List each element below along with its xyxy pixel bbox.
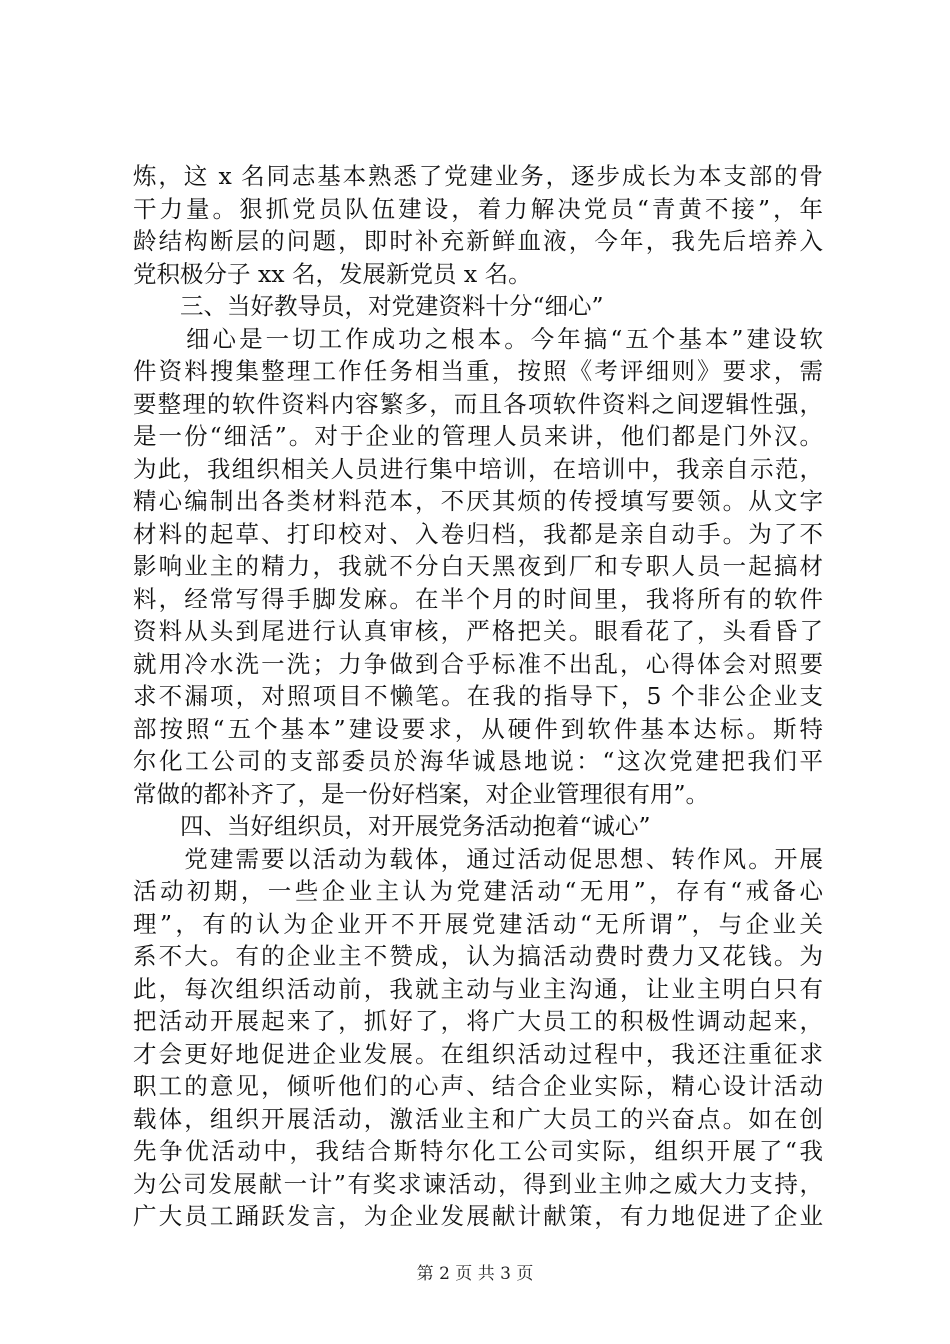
- text-line: 系不大。有的企业主不赞成，认为搞活动费时费力又花钱。为: [133, 942, 823, 970]
- text-line: 龄结构断层的问题，即时补充新鲜血液，今年，我先后培养入: [133, 227, 823, 255]
- text-line: 求不漏项，对照项目不懒笔。在我的指导下，5 个非公企业支: [133, 682, 823, 710]
- text-line: 为公司发展献一计”有奖求谏活动，得到业主帅之威大力支持，: [133, 1169, 823, 1198]
- text-line: 细心是一切工作成功之根本。今年搞“五个基本”建设软: [133, 324, 823, 353]
- text-line: 才会更好地促进企业发展。在组织活动过程中，我还注重征求: [133, 1039, 823, 1068]
- text-line: 先争优活动中，我结合斯特尔化工公司实际，组织开展了“我: [133, 1137, 823, 1165]
- text-line: 常做的都补齐了，是一份好档案，对企业管理很有用”。: [133, 779, 710, 808]
- text-line: 件资料搜集整理工作任务相当重，按照《考评细则》要求，需: [133, 357, 823, 385]
- text-line: 是一份“细活”。对于企业的管理人员来讲，他们都是门外汉。: [133, 422, 823, 450]
- text-line: 炼，这 x 名同志基本熟悉了党建业务，逐步成长为本支部的骨: [133, 162, 823, 190]
- text-line: 资料从头到尾进行认真审核，严格把关。眼看花了，头看昏了: [133, 617, 823, 645]
- text-line: 四、当好组织员，对开展党务活动抱着“诚心”: [133, 812, 651, 840]
- text-line: 影响业主的精力，我就不分白天黑夜到厂和专职人员一起搞材: [133, 552, 823, 580]
- page-footer: 第 2 页 共 3 页: [416, 1264, 534, 1284]
- text-line: 为此，我组织相关人员进行集中培训，在培训中，我亲自示范，: [133, 454, 823, 483]
- text-line: 要整理的软件资料内容繁多，而且各项软件资料之间逻辑性强，: [133, 389, 823, 418]
- text-line: 党建需要以活动为载体，通过活动促思想、转作风。开展: [133, 844, 823, 873]
- text-line: 精心编制出各类材料范本，不厌其烦的传授填写要领。从文字: [133, 487, 823, 515]
- text-line: 就用冷水洗一洗；力争做到合乎标准不出乱，心得体会对照要: [133, 649, 823, 678]
- text-line: 职工的意见，倾听他们的心声、结合企业实际，精心设计活动: [133, 1072, 823, 1100]
- text-line: 部按照“五个基本”建设要求，从硬件到软件基本达标。斯特: [133, 714, 823, 743]
- text-line: 尔化工公司的支部委员於海华诚恳地说：“这次党建把我们平: [133, 747, 823, 775]
- text-line: 广大员工踊跃发言，为企业发展献计献策，有力地促进了企业: [133, 1202, 823, 1230]
- text-line: 把活动开展起来了，抓好了，将广大员工的积极性调动起来，: [133, 1007, 823, 1035]
- text-line: 三、当好教导员，对党建资料十分“细心”: [133, 292, 604, 320]
- text-line: 材料的起草、打印校对、入卷归档，我都是亲自动手。为了不: [133, 519, 823, 548]
- text-line: 干力量。狠抓党员队伍建设，着力解决党员“青黄不接”，年: [133, 194, 823, 223]
- text-line: 此，每次组织活动前，我就主动与业主沟通，让业主明白只有: [133, 974, 823, 1003]
- text-line: 活动初期，一些企业主认为党建活动“无用”，存有“戒备心: [133, 877, 823, 905]
- document-body: [133, 160, 823, 1233]
- text-line: 载体，组织开展活动，激活业主和广大员工的兴奋点。如在创: [133, 1104, 823, 1133]
- text-line: 理”，有的认为企业开不开展党建活动“无所谓”，与企业关: [133, 909, 823, 938]
- text-line: 料，经常写得手脚发麻。在半个月的时间里，我将所有的软件: [133, 584, 823, 613]
- text-line: 党积极分子 xx 名，发展新党员 x 名。: [133, 259, 532, 288]
